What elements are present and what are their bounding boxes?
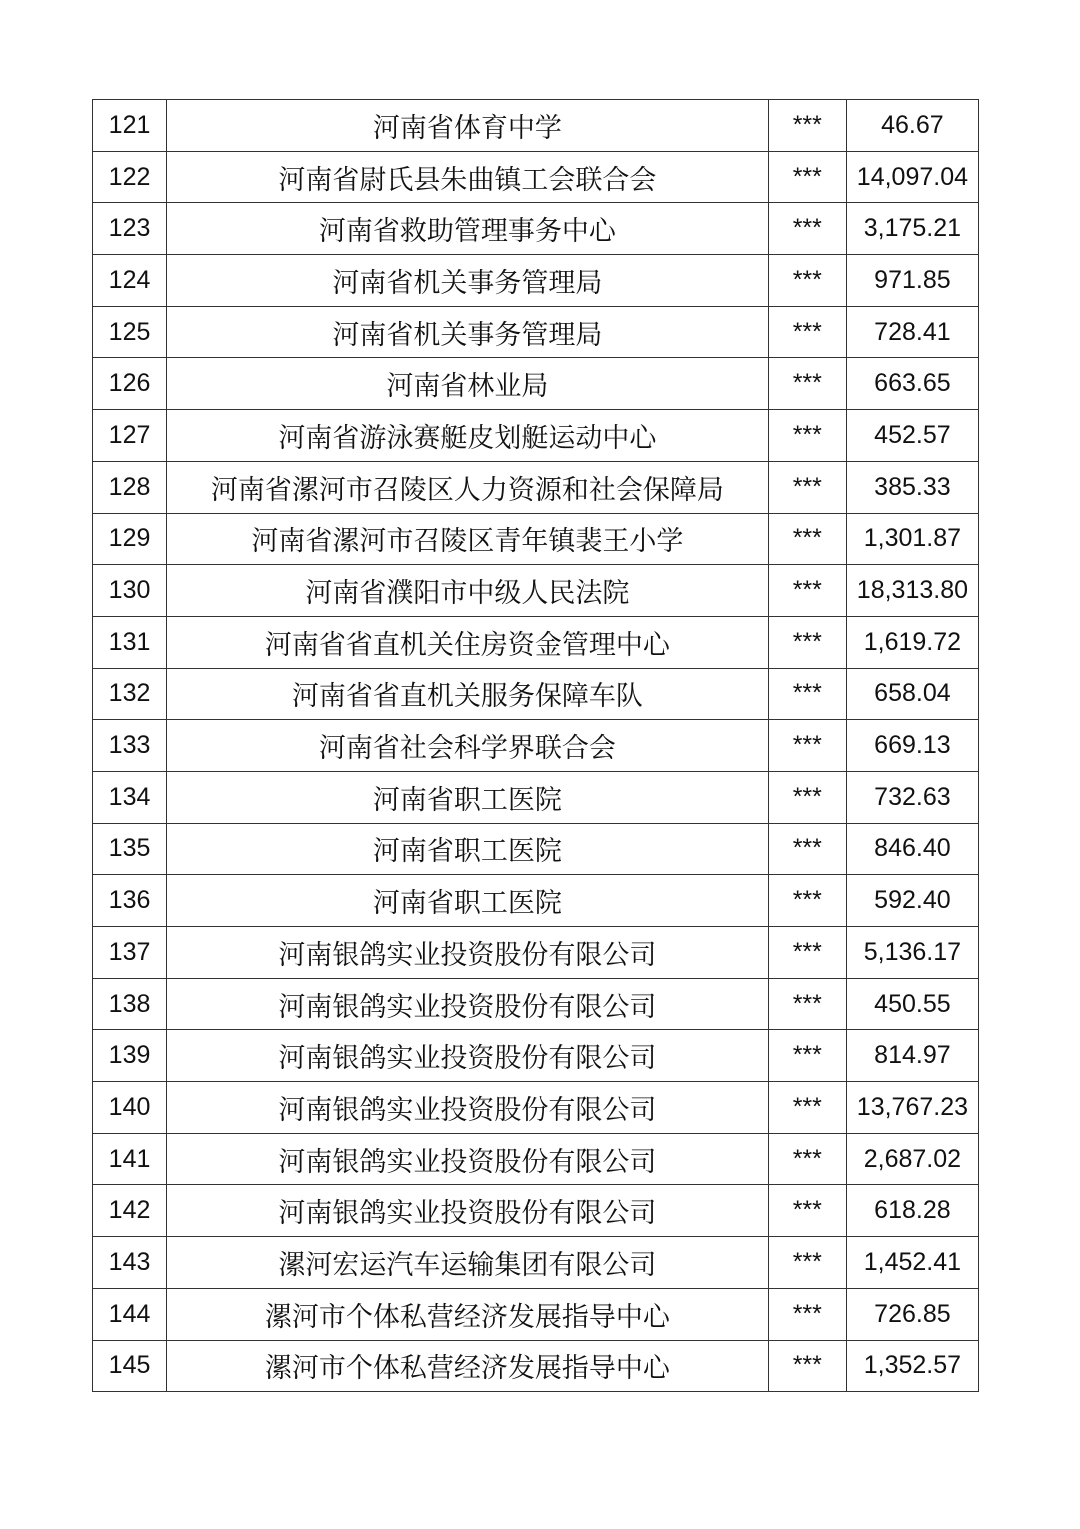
masked-name: *** (768, 358, 846, 410)
masked-name: *** (768, 720, 846, 772)
masked-name: *** (768, 1340, 846, 1392)
masked-name: *** (768, 927, 846, 979)
masked-name: *** (768, 978, 846, 1030)
table-row (93, 306, 979, 358)
amount: 728.41 (846, 306, 978, 358)
table-row (93, 358, 979, 410)
masked-name: *** (768, 823, 846, 875)
amount: 13,767.23 (846, 1082, 978, 1134)
table-row (93, 1288, 979, 1340)
unit-name: 漯河市个体私营经济发展指导中心 (167, 1288, 769, 1340)
table-row (93, 1082, 979, 1134)
row-number: 136 (93, 875, 167, 927)
table-row (93, 1133, 979, 1185)
row-number: 135 (93, 823, 167, 875)
table-row (93, 927, 979, 979)
unit-name: 河南省职工医院 (167, 771, 769, 823)
unit-name: 河南省尉氏县朱曲镇工会联合会 (167, 151, 769, 203)
unit-name: 河南省省直机关住房资金管理中心 (167, 616, 769, 668)
table-row (93, 1340, 979, 1392)
unit-name: 河南省机关事务管理局 (167, 306, 769, 358)
masked-name: *** (768, 668, 846, 720)
amount: 1,619.72 (846, 616, 978, 668)
row-number: 133 (93, 720, 167, 772)
row-number: 141 (93, 1133, 167, 1185)
row-number: 127 (93, 410, 167, 462)
amount: 46.67 (846, 100, 978, 152)
row-number: 144 (93, 1288, 167, 1340)
masked-name: *** (768, 461, 846, 513)
amount: 1,352.57 (846, 1340, 978, 1392)
row-number: 129 (93, 513, 167, 565)
unit-name: 河南省救助管理事务中心 (167, 203, 769, 255)
masked-name: *** (768, 1133, 846, 1185)
row-number: 138 (93, 978, 167, 1030)
amount: 618.28 (846, 1185, 978, 1237)
masked-name: *** (768, 875, 846, 927)
masked-name: *** (768, 1030, 846, 1082)
unit-name: 河南银鸽实业投资股份有限公司 (167, 1082, 769, 1134)
amount: 663.65 (846, 358, 978, 410)
table-row (93, 151, 979, 203)
amount: 5,136.17 (846, 927, 978, 979)
masked-name: *** (768, 151, 846, 203)
table-row (93, 461, 979, 513)
amount: 732.63 (846, 771, 978, 823)
unit-name: 河南银鸽实业投资股份有限公司 (167, 1185, 769, 1237)
masked-name: *** (768, 565, 846, 617)
amount: 385.33 (846, 461, 978, 513)
table-row (93, 410, 979, 462)
row-number: 130 (93, 565, 167, 617)
amount: 726.85 (846, 1288, 978, 1340)
row-number: 131 (93, 616, 167, 668)
table-row (93, 875, 979, 927)
row-number: 125 (93, 306, 167, 358)
amount: 1,301.87 (846, 513, 978, 565)
unit-name: 河南省省直机关服务保障车队 (167, 668, 769, 720)
row-number: 139 (93, 1030, 167, 1082)
unit-name: 河南省濮阳市中级人民法院 (167, 565, 769, 617)
amount: 452.57 (846, 410, 978, 462)
table-row (93, 668, 979, 720)
row-number: 143 (93, 1237, 167, 1289)
amount: 450.55 (846, 978, 978, 1030)
table-row (93, 203, 979, 255)
table-row (93, 771, 979, 823)
row-number: 124 (93, 255, 167, 307)
row-number: 132 (93, 668, 167, 720)
table-row (93, 1030, 979, 1082)
amount: 1,452.41 (846, 1237, 978, 1289)
masked-name: *** (768, 410, 846, 462)
table-row (93, 720, 979, 772)
amount: 971.85 (846, 255, 978, 307)
row-number: 137 (93, 927, 167, 979)
masked-name: *** (768, 513, 846, 565)
amount: 592.40 (846, 875, 978, 927)
unit-name: 河南省游泳赛艇皮划艇运动中心 (167, 410, 769, 462)
masked-name: *** (768, 1237, 846, 1289)
row-number: 140 (93, 1082, 167, 1134)
amount: 14,097.04 (846, 151, 978, 203)
table-row (93, 565, 979, 617)
row-number: 145 (93, 1340, 167, 1392)
table-row (93, 1237, 979, 1289)
amount: 669.13 (846, 720, 978, 772)
row-number: 122 (93, 151, 167, 203)
unit-name: 河南省社会科学界联合会 (167, 720, 769, 772)
masked-name: *** (768, 1185, 846, 1237)
table-row (93, 100, 979, 152)
unit-name: 河南省漯河市召陵区人力资源和社会保障局 (167, 461, 769, 513)
amount: 2,687.02 (846, 1133, 978, 1185)
masked-name: *** (768, 1288, 846, 1340)
row-number: 142 (93, 1185, 167, 1237)
masked-name: *** (768, 100, 846, 152)
table-row (93, 1185, 979, 1237)
row-number: 128 (93, 461, 167, 513)
table-row (93, 978, 979, 1030)
row-number: 123 (93, 203, 167, 255)
masked-name: *** (768, 1082, 846, 1134)
unit-name: 河南省职工医院 (167, 823, 769, 875)
masked-name: *** (768, 306, 846, 358)
unit-name: 河南银鸽实业投资股份有限公司 (167, 1133, 769, 1185)
masked-name: *** (768, 255, 846, 307)
masked-name: *** (768, 771, 846, 823)
amount: 846.40 (846, 823, 978, 875)
data-table (92, 99, 979, 1392)
unit-name: 漯河宏运汽车运输集团有限公司 (167, 1237, 769, 1289)
table-row (93, 255, 979, 307)
unit-name: 河南银鸽实业投资股份有限公司 (167, 978, 769, 1030)
row-number: 134 (93, 771, 167, 823)
row-number: 121 (93, 100, 167, 152)
amount: 658.04 (846, 668, 978, 720)
amount: 3,175.21 (846, 203, 978, 255)
amount: 18,313.80 (846, 565, 978, 617)
table-row (93, 823, 979, 875)
unit-name: 河南银鸽实业投资股份有限公司 (167, 927, 769, 979)
row-number: 126 (93, 358, 167, 410)
masked-name: *** (768, 203, 846, 255)
table-row (93, 513, 979, 565)
unit-name: 河南省机关事务管理局 (167, 255, 769, 307)
unit-name: 河南省漯河市召陵区青年镇裴王小学 (167, 513, 769, 565)
unit-name: 漯河市个体私营经济发展指导中心 (167, 1340, 769, 1392)
table-row (93, 616, 979, 668)
unit-name: 河南省林业局 (167, 358, 769, 410)
unit-name: 河南省职工医院 (167, 875, 769, 927)
amount: 814.97 (846, 1030, 978, 1082)
unit-name: 河南银鸽实业投资股份有限公司 (167, 1030, 769, 1082)
masked-name: *** (768, 616, 846, 668)
unit-name: 河南省体育中学 (167, 100, 769, 152)
